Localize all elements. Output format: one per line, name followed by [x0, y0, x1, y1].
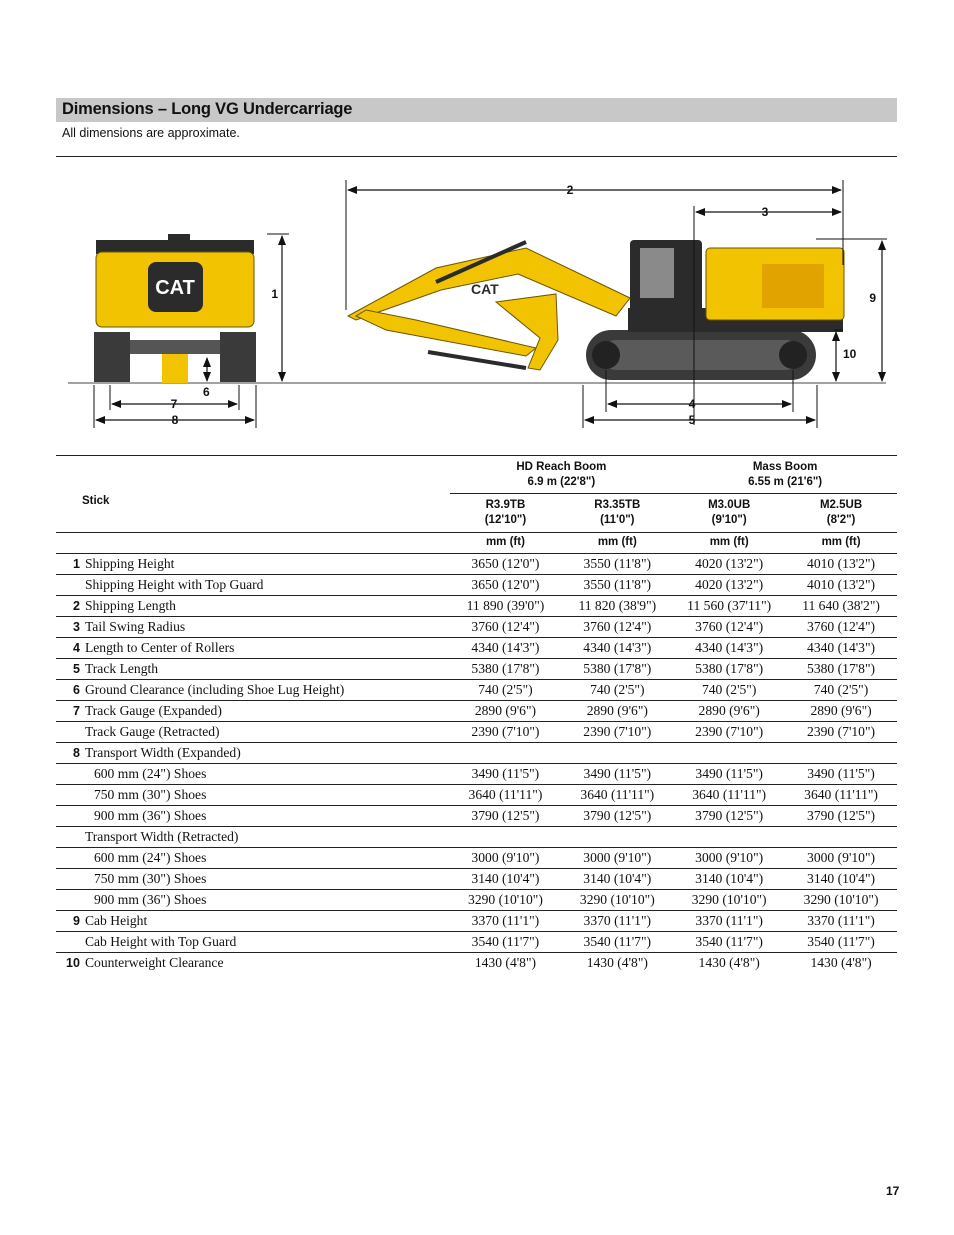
row-value: [785, 742, 897, 763]
row-value: [673, 742, 785, 763]
row-value: [673, 826, 785, 847]
row-label: 750 mm (30") Shoes: [81, 868, 450, 889]
row-value: 3140 (10'4"): [673, 868, 785, 889]
table-row: [56, 658, 897, 679]
row-value: 4020 (13'2"): [673, 553, 785, 574]
row-value: 11 890 (39'0"): [450, 595, 562, 616]
row-value: 1430 (4'8"): [698, 954, 760, 970]
row-value: 3290 (10'10"): [450, 889, 562, 910]
callout-3: 3: [761, 205, 769, 219]
row-value: 740 (2'5"): [450, 679, 562, 700]
row-value: 4340 (14'3"): [450, 637, 562, 658]
table-row: [56, 826, 897, 847]
stick-label: Stick: [81, 494, 450, 533]
row-number: [56, 847, 81, 868]
callout-2: 2: [566, 183, 574, 197]
stick-col-3: M3.0UB (9'10"): [673, 494, 785, 533]
table-row: [56, 595, 897, 616]
unit-label: mm (ft): [673, 532, 785, 553]
row-label: Tail Swing Radius: [81, 616, 450, 637]
row-value: 3140 (10'4"): [785, 868, 897, 889]
row-value: 740 (2'5"): [561, 679, 673, 700]
row-value: 3760 (12'4"): [785, 616, 897, 637]
row-value: 3140 (10'4"): [561, 868, 673, 889]
row-number: [56, 868, 81, 889]
row-number: 1: [56, 553, 81, 574]
row-value: 5380 (17'8"): [561, 658, 673, 679]
cat-logo-boom: CAT: [471, 281, 499, 297]
row-value: 3000 (9'10"): [450, 847, 562, 868]
row-number: 4: [56, 637, 81, 658]
row-value: 2890 (9'6"): [450, 700, 562, 721]
table-row: [56, 868, 897, 889]
units-row: [56, 532, 897, 553]
row-number: [56, 763, 81, 784]
row-value: 4340 (14'3"): [673, 637, 785, 658]
row-value: 5380 (17'8"): [673, 658, 785, 679]
row-number: 8: [56, 742, 81, 763]
unit-label: mm (ft): [561, 532, 673, 553]
row-label: Shipping Height: [81, 553, 450, 574]
row-value: 3490 (11'5"): [561, 763, 673, 784]
table-row: [56, 700, 897, 721]
row-value: 5380 (17'8"): [785, 658, 897, 679]
row-value: 4020 (13'2"): [673, 574, 785, 595]
callout-4: 4: [688, 397, 696, 411]
table-row: [56, 553, 897, 574]
row-number: 2: [56, 595, 81, 616]
stick-col-4: M2.5UB (8'2"): [785, 494, 897, 533]
row-value: 3370 (11'1"): [450, 910, 562, 931]
row-value: 3790 (12'5"): [450, 805, 562, 826]
row-value: 3290 (10'10"): [561, 889, 673, 910]
row-value: 3640 (11'11"): [450, 784, 562, 805]
cat-logo-front: CAT: [155, 277, 195, 299]
row-value: 1430 (4'8"): [586, 954, 648, 970]
table-row: [56, 910, 897, 931]
callout-9: 9: [869, 291, 876, 305]
callout-1: 1: [271, 287, 278, 301]
side-view-machine: [348, 240, 844, 380]
row-value: 3540 (11'7"): [673, 931, 785, 952]
row-label: Track Gauge (Expanded): [81, 700, 450, 721]
row-label: Cab Height with Top Guard: [81, 931, 450, 952]
table-row: [56, 574, 897, 595]
row-value: 740 (2'5"): [785, 679, 897, 700]
row-value: 3790 (12'5"): [785, 805, 897, 826]
row-value: 2890 (9'6"): [673, 700, 785, 721]
row-number: [56, 784, 81, 805]
subtitle: All dimensions are approximate.: [62, 126, 240, 140]
row-value: [561, 826, 673, 847]
row-value: 11 820 (38'9"): [561, 595, 673, 616]
page-number: 17: [886, 1184, 900, 1198]
row-value: 3140 (10'4"): [450, 868, 562, 889]
row-value: 3490 (11'5"): [450, 763, 562, 784]
stick-header-row: [56, 494, 897, 533]
row-value: 3540 (11'7"): [785, 931, 897, 952]
row-number: [56, 826, 81, 847]
excavator-dimension-diagram: [56, 170, 897, 440]
row-value: 3790 (12'5"): [561, 805, 673, 826]
row-value: [450, 826, 562, 847]
table-row: [56, 805, 897, 826]
row-value: 2890 (9'6"): [561, 700, 673, 721]
row-number: 6: [56, 679, 81, 700]
row-value: 2390 (7'10"): [673, 721, 785, 742]
boom-group-hd-reach: HD Reach Boom 6.9 m (22'8"): [450, 456, 674, 494]
table-row: [56, 637, 897, 658]
row-value: 3760 (12'4"): [673, 616, 785, 637]
spec-rows: [56, 553, 897, 973]
row-value: 3370 (11'1"): [561, 910, 673, 931]
row-label: 600 mm (24") Shoes: [81, 847, 450, 868]
row-value: 3000 (9'10"): [561, 847, 673, 868]
top-divider: [56, 156, 897, 157]
row-number: 10: [66, 955, 80, 970]
row-label: 900 mm (36") Shoes: [81, 889, 450, 910]
row-value: 3550 (11'8"): [561, 574, 673, 595]
section-title-bar: [56, 98, 897, 122]
row-label: Transport Width (Expanded): [81, 742, 450, 763]
row-value: 2390 (7'10"): [561, 721, 673, 742]
row-value: 2390 (7'10"): [450, 721, 562, 742]
table-row: [56, 784, 897, 805]
row-number: [56, 574, 81, 595]
row-label: Track Length: [81, 658, 450, 679]
row-value: 3290 (10'10"): [673, 889, 785, 910]
row-value: 3490 (11'5"): [673, 763, 785, 784]
callout-8: 8: [171, 413, 179, 427]
row-label: Transport Width (Retracted): [81, 826, 450, 847]
row-value: 3640 (11'11"): [561, 784, 673, 805]
row-number: [56, 931, 81, 952]
boom-group-mass: Mass Boom 6.55 m (21'6"): [673, 456, 897, 494]
row-value: 3370 (11'1"): [673, 910, 785, 931]
row-value: 4010 (13'2"): [785, 574, 897, 595]
row-value: 3760 (12'4"): [561, 616, 673, 637]
callout-10: 10: [843, 347, 857, 361]
table-row: [56, 889, 897, 910]
callout-6: 6: [203, 385, 210, 399]
dimensions-table: [56, 456, 897, 973]
row-value: 4010 (13'2"): [785, 553, 897, 574]
row-number: 7: [56, 700, 81, 721]
row-label: Shipping Height with Top Guard: [81, 574, 450, 595]
row-label: 600 mm (24") Shoes: [81, 763, 450, 784]
table-row: [56, 847, 897, 868]
table-row: [56, 721, 897, 742]
row-label: Cab Height: [81, 910, 450, 931]
row-value: 3490 (11'5"): [785, 763, 897, 784]
row-value: 4340 (14'3"): [561, 637, 673, 658]
table-row: [56, 763, 897, 784]
row-value: 3650 (12'0"): [450, 553, 562, 574]
stick-col-1: R3.9TB (12'10"): [450, 494, 562, 533]
row-value: 2390 (7'10"): [785, 721, 897, 742]
row-value: 1430 (4'8"): [474, 954, 537, 970]
row-value: 3000 (9'10"): [673, 847, 785, 868]
row-value: [785, 826, 897, 847]
row-value: 3640 (11'11"): [785, 784, 897, 805]
row-value: 3790 (12'5"): [673, 805, 785, 826]
row-number: 5: [56, 658, 81, 679]
callout-7: 7: [170, 397, 178, 411]
row-value: [561, 742, 673, 763]
row-value: 3640 (11'11"): [673, 784, 785, 805]
table-row: [56, 952, 897, 973]
row-label: Ground Clearance (including Shoe Lug Height): [81, 679, 450, 700]
row-value: 3650 (12'0"): [450, 574, 562, 595]
unit-label: mm (ft): [450, 532, 562, 553]
row-value: 3540 (11'7"): [561, 931, 673, 952]
row-label: Shipping Length: [81, 595, 450, 616]
row-value: 3540 (11'7"): [450, 931, 562, 952]
row-number: [56, 889, 81, 910]
row-value: [450, 742, 562, 763]
row-value: 3000 (9'10"): [785, 847, 897, 868]
table-row: [56, 742, 897, 763]
row-label: 900 mm (36") Shoes: [81, 805, 450, 826]
page-title: Dimensions – Long VG Undercarriage: [62, 100, 353, 118]
table-row: [56, 931, 897, 952]
table-row: [56, 616, 897, 637]
row-value: 3760 (12'4"): [450, 616, 562, 637]
stick-col-2: R3.35TB (11'0"): [561, 494, 673, 533]
row-value: 11 640 (38'2"): [785, 595, 897, 616]
row-value: 3370 (11'1"): [785, 910, 897, 931]
boom-header-row: [56, 456, 897, 494]
table-row: [56, 679, 897, 700]
row-value: 2890 (9'6"): [785, 700, 897, 721]
row-value: 11 560 (37'11"): [673, 595, 785, 616]
row-value: 4340 (14'3"): [785, 637, 897, 658]
row-number: [56, 805, 81, 826]
row-label: 750 mm (30") Shoes: [81, 784, 450, 805]
row-value: 3290 (10'10"): [785, 889, 897, 910]
front-view-machine: [94, 234, 256, 383]
row-value: 740 (2'5"): [673, 679, 785, 700]
callout-5: 5: [688, 413, 696, 427]
unit-label: mm (ft): [785, 532, 897, 553]
row-value: 3550 (11'8"): [561, 553, 673, 574]
row-label: Track Gauge (Retracted): [81, 721, 450, 742]
row-number: 9: [56, 910, 81, 931]
row-label: Counterweight Clearance: [84, 954, 224, 970]
row-label: Length to Center of Rollers: [81, 637, 450, 658]
row-value: 1430 (4'8"): [810, 954, 872, 970]
row-value: 5380 (17'8"): [450, 658, 562, 679]
row-number: 3: [56, 616, 81, 637]
row-number: [56, 721, 81, 742]
